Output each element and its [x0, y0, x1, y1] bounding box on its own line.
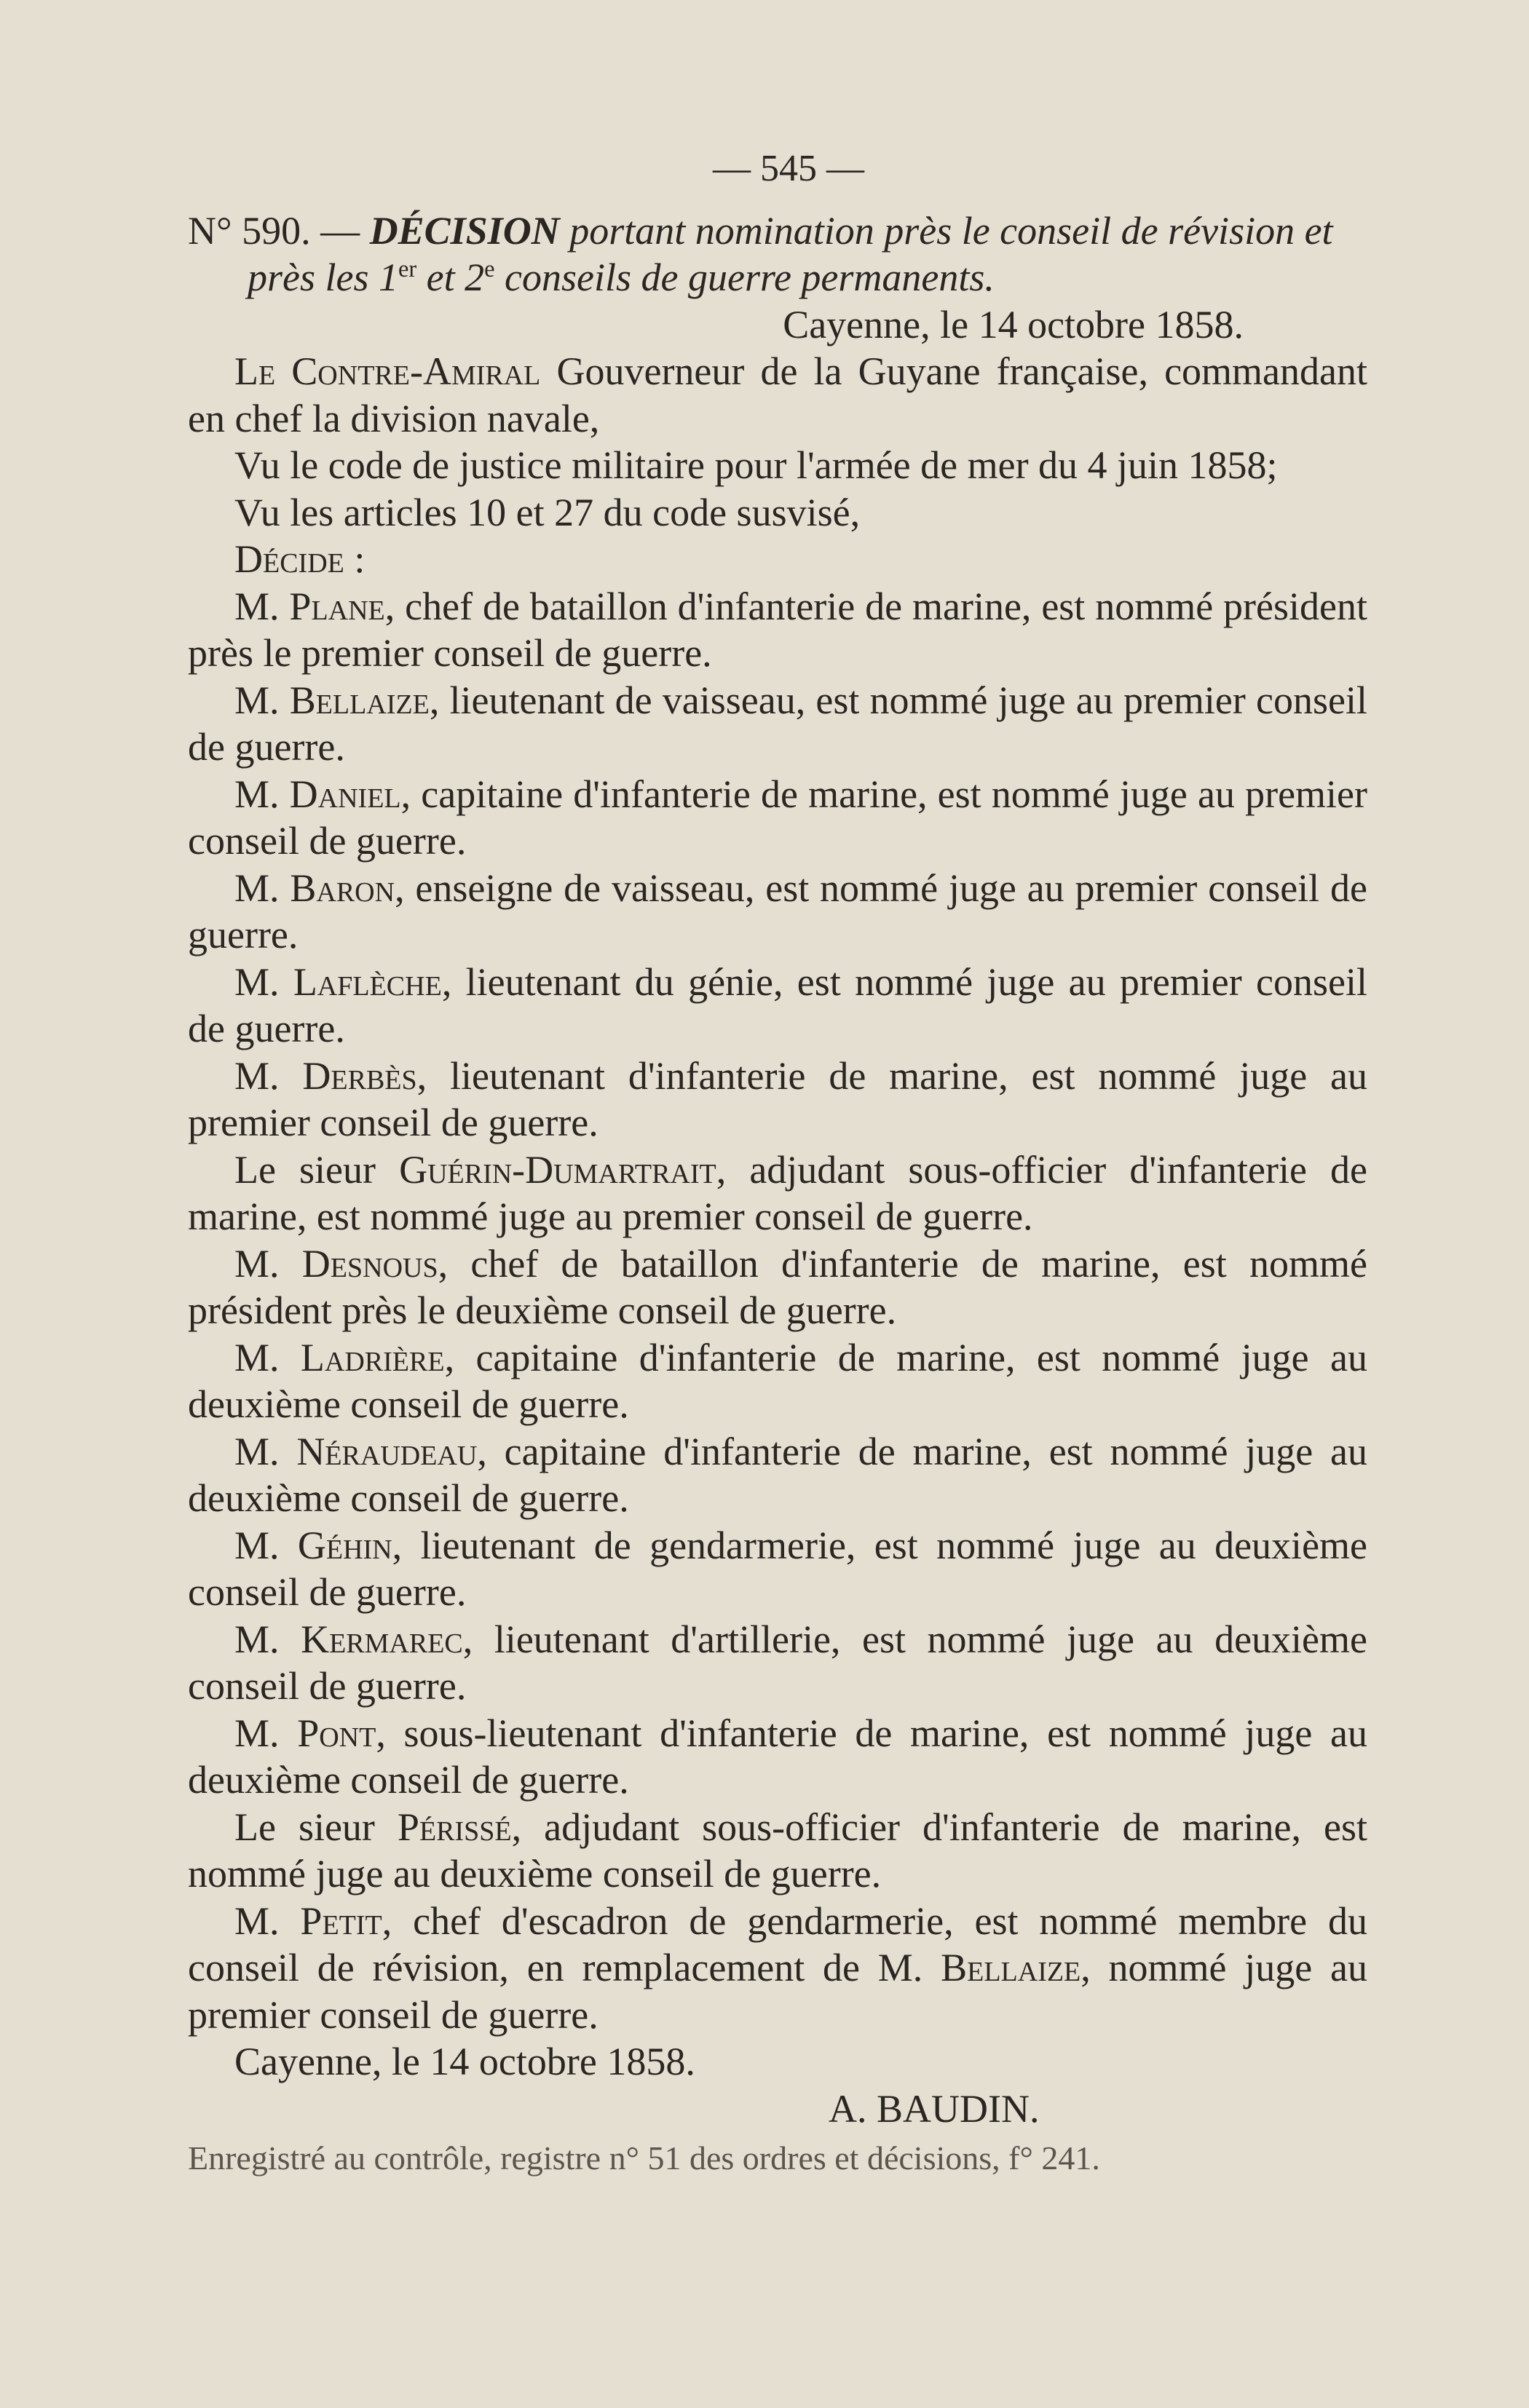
entry-name: Daniel — [289, 772, 401, 816]
page-number: — 545 — — [713, 148, 864, 189]
preamble-text: Gouverneur de la Guyane française, commandant en chef la division navale, — [188, 349, 1367, 440]
entry-text: , lieutenant d'infanterie de marine, est nommé juge au premier conseil de guerre. — [188, 1053, 1368, 1144]
entry-name: Néraudeau — [296, 1429, 478, 1473]
entry — [188, 1240, 1367, 1334]
entry-text: , capitaine d'infanterie de marine, est nommé juge au deuxième conseil de guerre. — [188, 1335, 1368, 1426]
entry-text: , chef de bataillon d'infanterie de marine, est nommé président près le deuxième conseil de guerre. — [188, 1241, 1367, 1332]
title-text-3: et 2 — [426, 256, 485, 299]
entry — [188, 1710, 1367, 1804]
place-date: Cayenne, le 14 octobre 1858. — [783, 302, 1244, 346]
entry-prefix: M. — [234, 1711, 280, 1755]
entry — [188, 1334, 1367, 1428]
entry — [188, 1616, 1367, 1710]
entry-name: Bellaize — [289, 678, 430, 722]
vu-clause-1: Vu le code de justice militaire pour l'armée de mer du 4 juin 1858; — [234, 443, 1278, 487]
entry-name: Baron — [290, 866, 395, 910]
decision-number: N° 590. — [188, 208, 311, 253]
preamble-author: Le Contre-Amiral — [234, 349, 541, 393]
entries-list — [188, 583, 1367, 2039]
entry-prefix: Le sieur — [234, 1147, 376, 1192]
entry-text: , sous-lieutenant d'infanterie de marine, est nommé juge au deuxième conseil de guerre. — [188, 1711, 1367, 1802]
entry-text: , chef d'escadron de gendarmerie, est nommé membre du conseil de révision, en remplacement de M. — [188, 1898, 1368, 1989]
entry-prefix: M. — [234, 772, 280, 816]
title-text-4: conseils de guerre permanents. — [505, 256, 995, 299]
entry-text: , capitaine d'infanterie de marine, est nommé juge au deuxième conseil de guerre. — [188, 1429, 1368, 1520]
title-text-1: portant nomination près le conseil de — [569, 208, 1158, 253]
entry-text: , chef de bataillon d'infanterie de marine, est nommé président près le premier conseil de guerre. — [188, 584, 1367, 675]
signature: A. BAUDIN. — [829, 2086, 1040, 2131]
entry-name: Guérin-Dumartrait — [399, 1147, 716, 1192]
decide-heading: Décide : — [234, 537, 366, 581]
entry-name: Périssé — [397, 1805, 512, 1849]
decision-title — [188, 207, 1367, 301]
entry — [188, 1146, 1367, 1240]
entry-prefix: M. — [234, 1335, 280, 1379]
entry-text-2: , nommé juge au premier conseil de guerre. — [188, 1946, 1368, 2037]
entry-prefix: M. — [234, 1898, 280, 1943]
title-sup-2: e — [484, 256, 495, 282]
entry-text: , capitaine d'infanterie de marine, est nommé juge au premier conseil de guerre. — [188, 772, 1368, 863]
entry-text: , lieutenant de vaisseau, est nommé juge au premier conseil de guerre. — [188, 678, 1367, 769]
text-block — [188, 146, 1367, 2182]
entry-prefix: M. — [234, 584, 280, 628]
entry-prefix: M. — [234, 866, 280, 910]
entry-text: , adjudant sous-officier d'infanterie de marine, est nommé juge au premier conseil de guerre. — [188, 1147, 1367, 1238]
entry-last — [188, 1898, 1367, 2039]
entry-text: , lieutenant du génie, est nommé juge au premier conseil de guerre. — [188, 959, 1367, 1050]
entry-name: Kermarec — [301, 1617, 463, 1661]
entry-prefix: M. — [234, 1523, 280, 1567]
entry — [188, 677, 1367, 771]
entry — [188, 959, 1367, 1053]
closing-date: Cayenne, le 14 octobre 1858. — [234, 2040, 695, 2083]
entry — [188, 1053, 1367, 1146]
entry-text: , lieutenant de gendarmerie, est nommé juge au deuxième conseil de guerre. — [188, 1523, 1368, 1614]
entry-name: Petit — [300, 1898, 382, 1943]
entry — [188, 1804, 1367, 1898]
entry-prefix: M. — [234, 1241, 280, 1286]
entry-name: Géhin — [297, 1523, 392, 1567]
entry-prefix: M. — [234, 1053, 280, 1098]
entry-text: , enseigne de vaisseau, est nommé juge au premier conseil de guerre. — [188, 866, 1367, 957]
entry-name: Desnous — [301, 1241, 438, 1286]
title-dash: — — [320, 208, 360, 253]
entry — [188, 583, 1367, 677]
entry-name: Pont — [297, 1711, 376, 1755]
title-sup-1: er — [398, 256, 417, 282]
title-label: DÉCISION — [369, 208, 560, 253]
entry-name-2: Bellaize — [941, 1946, 1081, 1989]
entry-name: Ladrière — [300, 1335, 445, 1379]
entry-prefix: M. — [234, 678, 280, 722]
entry-name: Laflèche — [293, 959, 442, 1004]
preamble — [188, 348, 1367, 442]
entry — [188, 771, 1367, 865]
entry-text: , adjudant sous-officier d'infanterie de marine, est nommé juge au deuxième conseil de guerre. — [188, 1805, 1367, 1896]
entry-name: Plane — [289, 584, 385, 628]
entry-name: Derbès — [302, 1053, 417, 1098]
entry — [188, 1522, 1367, 1616]
entry-prefix: M. — [234, 1429, 280, 1473]
entry-prefix: M. — [234, 959, 280, 1004]
entry — [188, 1428, 1367, 1522]
registration-note: Enregistré au contrôle, registre n° 51 des ordres et décisions, f° 241. — [188, 2139, 1100, 2177]
entry — [188, 865, 1367, 959]
entry-prefix: M. — [234, 1617, 280, 1661]
entry-prefix: Le sieur — [234, 1805, 375, 1849]
title-text-2: révision et près les 1 — [248, 208, 1333, 299]
entry-text: , lieutenant d'artillerie, est nommé juge au deuxième conseil de guerre. — [188, 1617, 1367, 1708]
vu-clause-2: Vu les articles 10 et 27 du code susvisé, — [234, 490, 861, 534]
